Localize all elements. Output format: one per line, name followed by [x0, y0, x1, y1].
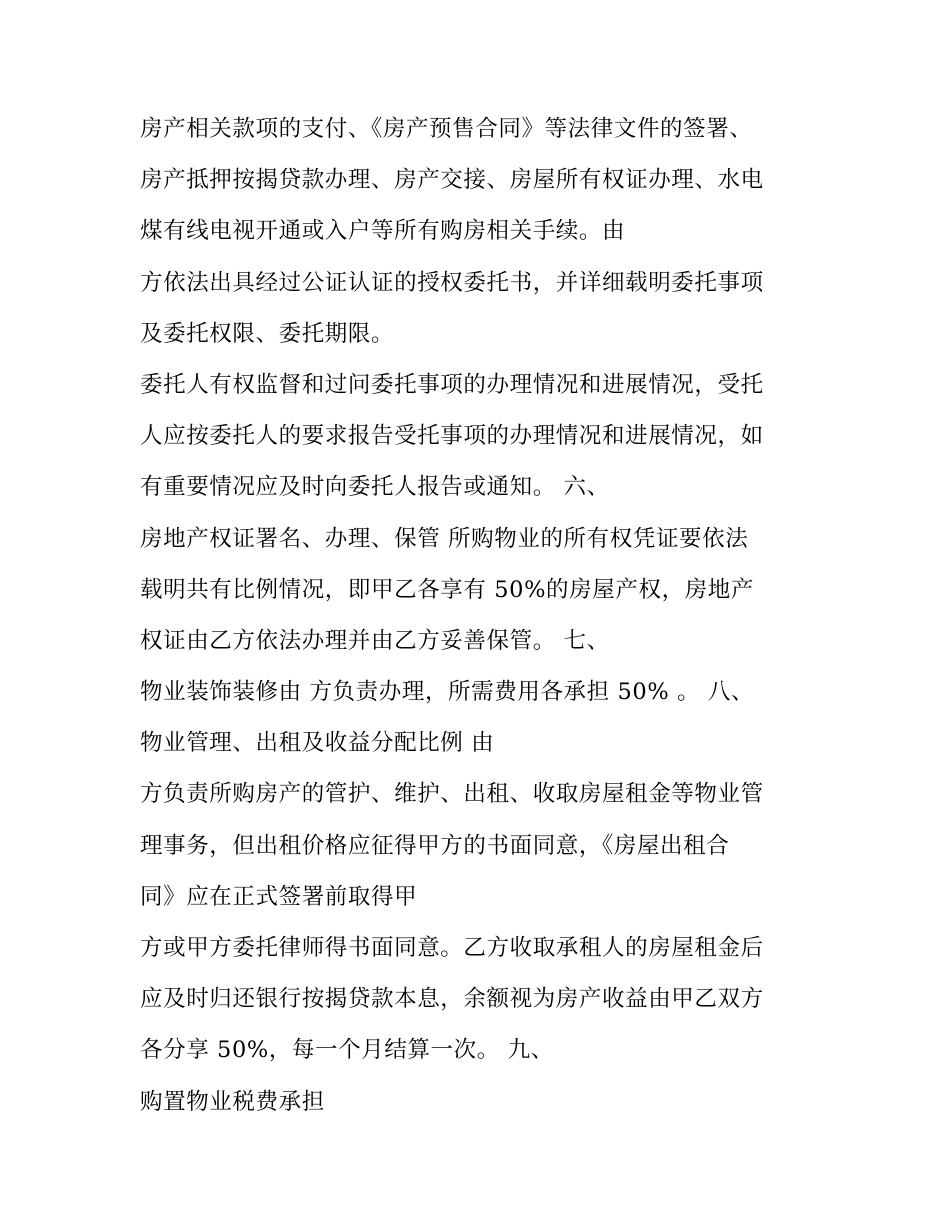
- text-line: 方负责所购房产的管护、维护、出租、收取房屋租金等物业管: [140, 781, 764, 808]
- text-line: 物业装饰装修由 方负责办理，所需费用各承担 50% 。 八、: [140, 679, 755, 706]
- text-line: 同》应在正式签署前取得甲: [140, 883, 418, 910]
- text-line: 有重要情况应及时向委托人报告或通知。 六、: [140, 474, 610, 501]
- text-line: 权证由乙方依法办理并由乙方妥善保管。 七、: [140, 627, 610, 654]
- text-line: 委托人有权监督和过问委托事项的办理情况和进展情况，受托: [140, 371, 764, 398]
- text-line: 房产抵押按揭贷款办理、房产交接、房屋所有权证办理、水电: [140, 167, 764, 194]
- text-line: 房地产权证署名、办理、保管 所购物业的所有权凭证要依法: [140, 525, 749, 552]
- text-line: 理事务，但出租价格应征得甲方的书面同意，《房屋出租合: [140, 832, 730, 859]
- text-line: 方依法出具经过公证认证的授权委托书，并详细载明委托事项: [140, 269, 764, 296]
- text-line: 应及时归还银行按揭贷款本息，余额视为房产收益由甲乙双方: [140, 986, 764, 1013]
- text-line: 及委托权限、委托期限。: [140, 320, 395, 347]
- text-line: 人应按委托人的要求报告受托事项的办理情况和进展情况，如: [140, 423, 764, 450]
- text-line: 物业管理、出租及收益分配比例 由: [140, 730, 495, 757]
- document-body: [140, 104, 840, 1128]
- text-line: 各分享 50%，每一个月结算一次。 九、: [140, 1037, 554, 1064]
- text-line: 购置物业税费承担: [140, 1088, 325, 1115]
- text-line: 方或甲方委托律师得书面同意。乙方收取承租人的房屋租金后: [140, 935, 764, 961]
- text-line: 房产相关款项的支付、《房产预售合同》等法律文件的签署、: [140, 116, 753, 142]
- text-line: 载明共有比例情况，即甲乙各享有 50%的房屋产权，房地产: [140, 576, 754, 603]
- text-line: 煤有线电视开通或入户等所有购房相关手续。由: [140, 218, 626, 245]
